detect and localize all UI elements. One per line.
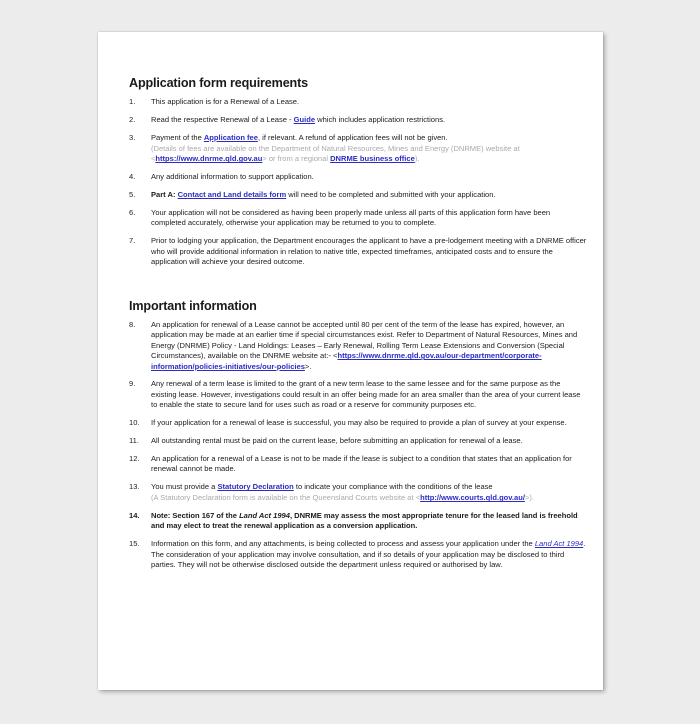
list-item [129,379,587,410]
list-item-note [151,493,587,503]
text-run: (Details of fees are available on the Department of Natural Resources, Mines and Energy (DNRME) website at < [151,143,520,164]
text-run: ). [414,154,420,164]
text-run: > or from a regional [262,154,331,164]
text-run: . The consideration of your application may involve consultation, and if so details of your application may be disclosed to third parties. They will not be otherwise disclosed outside the department unless required or authorised by law. [151,539,586,570]
list-item-number: 15. [129,539,140,549]
list-item-note [151,144,587,165]
list-item [129,482,587,503]
act-reference-link[interactable]: Land Act 1994 [534,539,584,549]
document-link[interactable]: Guide [293,114,316,124]
list-item-number: 12. [129,453,140,463]
list-item-text [151,379,580,409]
list-item-text [151,190,496,199]
document-link[interactable]: Application fee [203,132,258,142]
list-item [129,236,587,267]
list-item-text [151,236,586,266]
list-item-text [151,172,314,181]
list-item-number: 6. [129,207,136,217]
list-item-text [151,539,585,569]
list-item-text [151,418,567,427]
document-link[interactable]: Statutory Declaration [217,482,294,492]
list-item [129,511,587,532]
text-run: Any additional information to support application. [151,172,314,182]
bold-text: Part A: [151,189,176,199]
text-run: Information on this form, and any attachments, is being collected to process and assess your application under the [151,539,535,549]
text-run: This application is for a Renewal of a Lease. [151,97,300,106]
list-item [129,97,587,107]
list-item-text [151,208,550,227]
document-link[interactable]: DNRME business office [330,154,415,164]
document-content [129,76,587,578]
list-item-text [151,511,578,530]
list-item-number: 13. [129,482,140,492]
text-run: >. [304,361,312,371]
list-item-number: 8. [129,319,136,329]
text-run: An application for renewal of a Lease cannot be accepted until 80 per cent of the term of the lease has expired, however, an application may be made at an earlier time if special circumstances exist. Refer to Department of Natural Resources, Mines and Energy (DNRME) Policy - Land Holdings: Leases – Early Renewal, Rolling Term Lease Extensions and Conversion (Special Circumstances), available on the DNRME website at:- < [151,319,578,361]
list-item [129,208,587,229]
list-item [129,539,587,570]
text-run: which includes application restrictions. [315,114,446,124]
list-item-text [151,115,445,124]
text-run: Read the respective Renewal of a Lease - [151,114,294,124]
list-item-number: 2. [129,114,136,124]
text-run: to indicate your compliance with the conditions of the lease [293,482,493,492]
document-link[interactable]: http://www.courts.qld.gov.au/ [420,493,525,503]
list-item-number: 5. [129,189,136,199]
list-item [129,190,587,200]
text-run: will need to be completed and submitted with your application. [286,189,496,199]
list-item-number: 3. [129,132,136,142]
list-item-number: 1. [129,97,136,106]
text-run: (A Statutory Declaration form is available on the Queensland Courts website at < [151,493,421,503]
list-item-text [151,97,299,106]
list-item [129,172,587,182]
text-run: All outstanding rental must be paid on the current lease, before submitting an application for renewal of a lease. [151,436,523,446]
text-run: Payment of the [151,132,204,142]
text-run: Note: Section 167 of the [151,511,240,521]
list-item [129,454,587,475]
document-page [98,32,603,690]
text-run: , DNRME may assess the most appropriate tenure for the leased land is freehold and may elect to treat the renewal application as a conversion application. [151,511,578,531]
text-run: >). [524,493,534,503]
list-item-number: 11. [129,436,139,446]
document-link[interactable]: https://www.dnrme.qld.gov.au/our-department/corporate-information/policies-initiatives/our-policies [151,351,542,371]
text-run: Your application will not be considered as having been properly made unless all parts of this application form have been completed accurately, otherwise your application may be returned to you to complete. [151,207,551,228]
text-run: Prior to lodging your application, the Department encourages the applicant to have a pre-lodgement meeting with a DNRME officer who will provide additional information in relation to native title, expected timeframes, anticipated costs and to ensure the application will achieve your desired outcome. [151,236,587,266]
list-item-text [151,454,572,473]
list-item-text [151,482,493,491]
section-spacer [129,275,587,299]
list-item-number: 10. [129,418,140,428]
list-item-number: 9. [129,379,136,389]
list-item [129,133,587,165]
list-item-text [151,436,523,445]
document-link[interactable]: Contact and Land details form [177,189,287,199]
document-link[interactable]: https://www.dnrme.qld.gov.au [155,154,263,164]
list-item [129,436,587,446]
list-item-text [151,133,448,142]
requirements-list [129,320,587,571]
text-run: If your application for a renewal of lease is successful, you may also be required to provide a plan of survey at your expense. [151,418,567,428]
text-run: An application for a renewal of a Lease is not to be made if the lease is subject to a condition that states that an application for renewal cannot be made. [151,453,572,474]
list-item [129,320,587,372]
list-item [129,418,587,428]
list-item-number: 4. [129,172,136,182]
italic-text: Land Act 1994 [239,511,290,521]
list-item [129,115,587,125]
list-item-text [151,320,577,371]
requirements-list [129,97,587,267]
section-heading: Application form requirements [129,76,308,90]
text-run: You must provide a [151,482,218,492]
list-item-number: 14. [129,511,140,521]
section-heading: Important information [129,298,257,313]
text-run: , if relevant. A refund of application fees will not be given. [257,132,448,142]
list-item-number: 7. [129,236,136,246]
text-run: Any renewal of a term lease is limited to the grant of a new term lease to the same lessee and for the same purpose as the existing lease. However, investigations could result in an offer being made for an area smaller than the area of your current lease to enable the state to secure land for uses such as road or a reserve for community purposes etc. [151,379,581,410]
